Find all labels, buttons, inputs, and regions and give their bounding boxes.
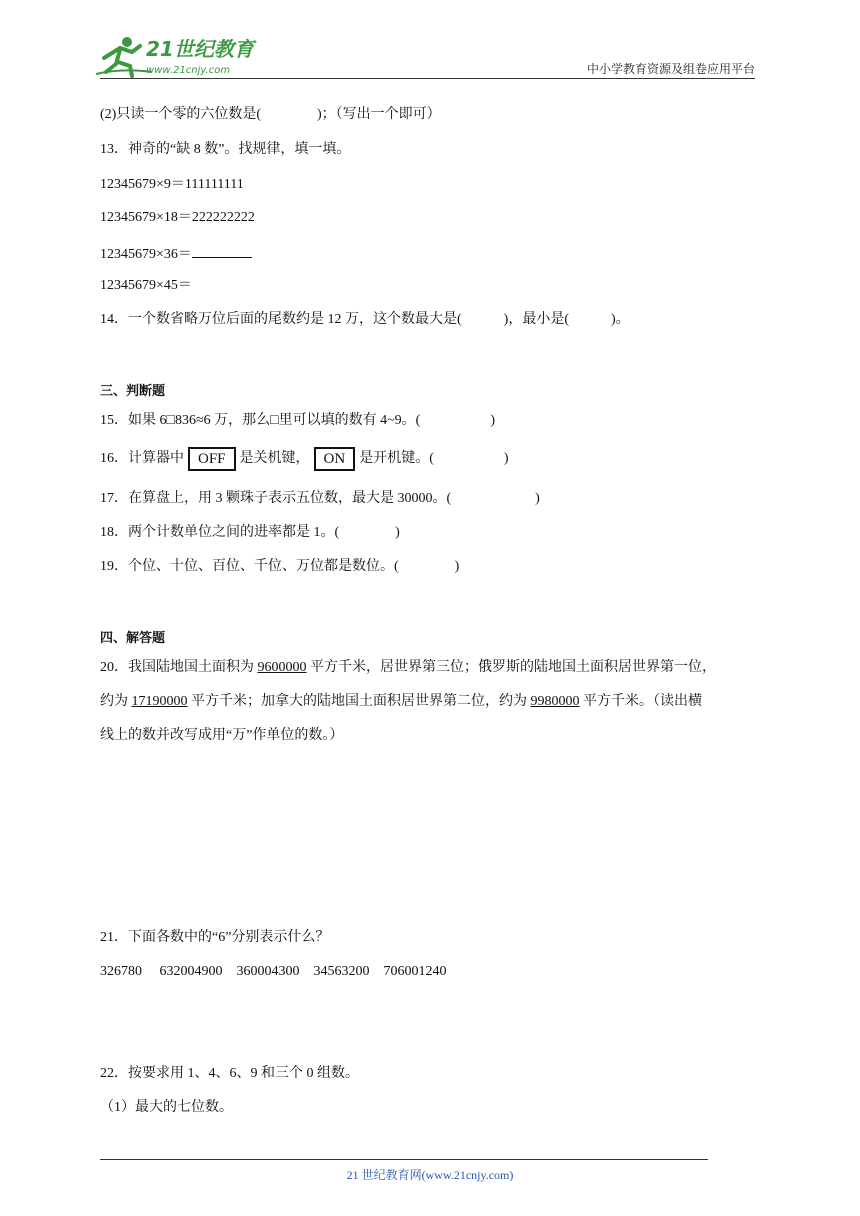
question-22-1: （1）最大的七位数。 [100, 1100, 233, 1115]
question-13: 13．神奇的“缺 8 数”。找规律，填一填。 [100, 142, 351, 157]
q20-text: 20．我国陆地国土面积为 [100, 660, 258, 675]
section-3-title: 三、判断题 [100, 384, 166, 399]
question-13-line-3 [100, 243, 252, 264]
logo-text: 21世纪教育 [146, 37, 254, 61]
site-logo [92, 34, 262, 80]
header-divider [100, 78, 755, 79]
question-13-line-2: 12345679×18＝222222222 [100, 210, 255, 225]
question-18: 18．两个计数单位之间的进率都是 1。( ) [100, 525, 400, 540]
question-20-line-1 [100, 659, 716, 677]
q20-text: 平方千米，居世界第三位；俄罗斯的陆地国土面积居世界第一位， [306, 660, 716, 675]
question-21: 21．下面各数中的“6”分别表示什么？ [100, 930, 330, 945]
on-key-icon: ON [314, 447, 356, 471]
footer-divider [100, 1159, 708, 1160]
question-16-text-a: 16．计算器中 [100, 451, 184, 466]
question-13-line-1: 12345679×9＝111111111 [100, 177, 244, 192]
question-20-line-2 [100, 693, 702, 711]
q20-number-russia: 17190000 [131, 694, 188, 709]
question-16-text-b: 是关机键， [239, 451, 310, 466]
question-20-line-3: 线上的数并改写成用“万”作单位的数。） [100, 728, 344, 743]
q20-text: 平方千米；加拿大的陆地国土面积居世界第二位，约为 [187, 694, 531, 709]
question-19: 19．个位、十位、百位、千位、万位都是数位。( ) [100, 559, 460, 574]
question-17: 17．在算盘上，用 3 颗珠子表示五位数，最大是 30000。( ) [100, 491, 540, 506]
section-4-title: 四、解答题 [100, 631, 166, 646]
logo-url: www.21cnjy.com [146, 65, 231, 76]
question-21-numbers: 326780 632004900 360004300 34563200 706001240 [100, 964, 447, 979]
answer-blank[interactable] [192, 243, 252, 258]
question-15: 15．如果 6□836≈6 万，那么□里可以填的数有 4~9。( ) [100, 413, 495, 428]
question-13-line-4: 12345679×45＝ [100, 278, 192, 293]
question-16-text-c: 是开机键。( ) [359, 451, 509, 466]
off-key-icon: OFF [188, 447, 236, 471]
q20-number-canada: 9980000 [530, 694, 580, 709]
q20-number-china: 9600000 [257, 660, 307, 675]
header-platform-text: 中小学教育资源及组卷应用平台 [586, 62, 755, 76]
question-22: 22．按要求用 1、4、6、9 和三个 0 组数。 [100, 1066, 359, 1081]
q20-text: 约为 [100, 694, 132, 709]
question-12-2: (2)只读一个零的六位数是( )；（写出一个即可） [100, 107, 441, 122]
q20-text: 平方千米。（读出横 [579, 694, 702, 709]
question-14: 14．一个数省略万位后面的尾数约是 12 万，这个数最大是( )，最小是( )。 [100, 312, 630, 327]
question-13-line-3-text: 12345679×36＝ [100, 247, 192, 262]
question-16 [100, 446, 509, 472]
footer-link[interactable]: 21 世纪教育网(www.21cnjy.com) [346, 1168, 514, 1182]
